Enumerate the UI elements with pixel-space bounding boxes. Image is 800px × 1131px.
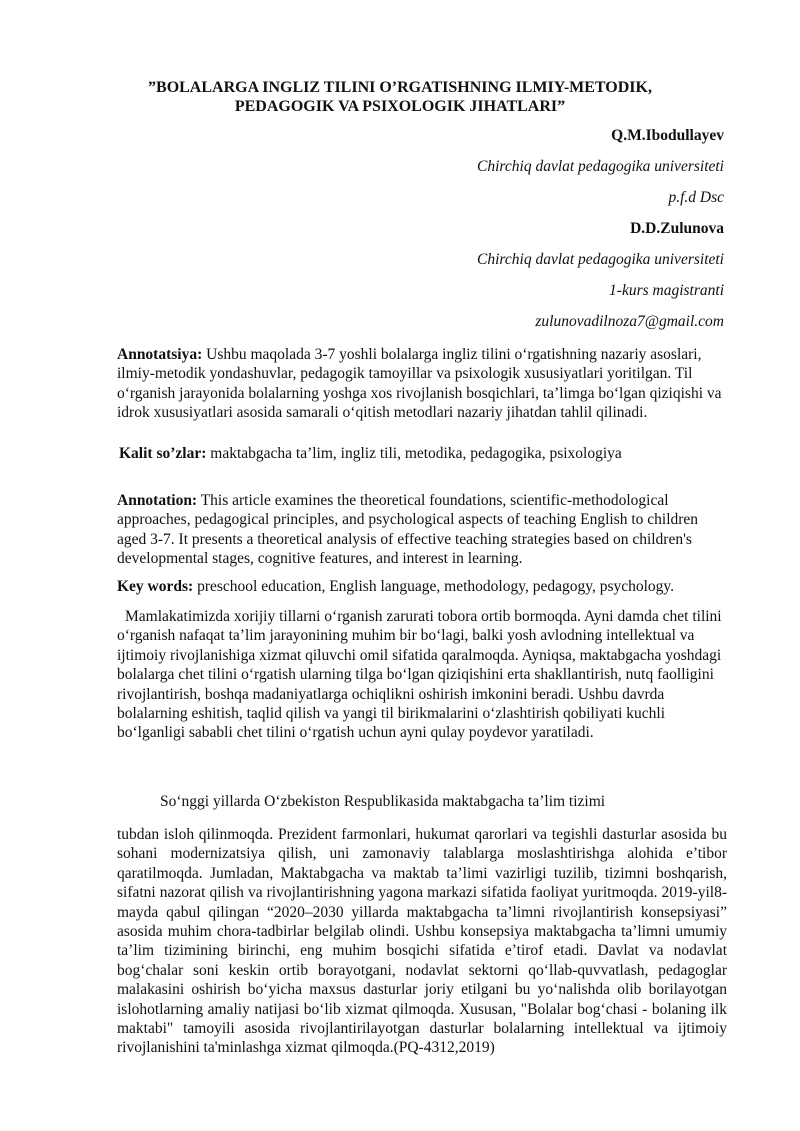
body-paragraph-2-first-line: So‘nggi yillarda O‘zbekiston Respublikasida maktabgacha ta’lim tizimi <box>160 793 606 810</box>
annotatsiya-text: Ushbu maqolada 3-7 yoshli bolalarga ingliz tilini o‘rgatishning nazariy asoslari, ilmiy-metodik yondashuvlar, pedagogik tamoyillar va psixologik xususiyatlari yoritilgan. Til o‘rganish jarayonida bolalarning yoshga xos rivojlanish bosqichlari, ta’limga bo‘lgan qiziqishi va idrok xususiyatlari asosida samarali o‘qitish metodlari nazariy jihatdan tahlil qilinadi. <box>117 346 722 422</box>
author2-name: D.D.Zulunova <box>630 220 724 237</box>
annotation-paragraph <box>117 491 727 569</box>
annotation-text: This article examines the theoretical foundations, scientific-methodological approaches, pedagogical principles, and psychological aspects of teaching English to children aged 3-7. It presents a theoretical analysis of effective teaching strategies based on children's developmental stages, cognitive features, and interest in learning. <box>117 492 699 568</box>
body-paragraph-2-continued: tubdan isloh qilinmoqda. Prezident farmonlari, hukumat qarorlari va tegishli dasturlar asosida bu sohani modernizatsiya qilish, uni zamonaviy talablarga moslashtirishga alohida e’tibor qaratilmoqda. Jumladan, Maktabgacha va maktab ta’limi vazirligi tuzilib, tizimni boshqarish, sifatni nazorat qilish va rivojlantirishning yagona markazi sifatida faoliyat yuritmoqda. 2019-yil8-mayda qabul qilingan “2020–2030 yillarda maktabgacha ta’limni rivojlantirish konsepsiyasi” asosida muhim chora-tadbirlar belgilab olindi. Ushbu konsepsiya maktabgacha ta’limni umumiy ta’lim tizimining birinchi, eng muhim bosqichi sifatida e’tirof etadi. Davlat va nodavlat bog‘chalar soni keskin ortib borayotgani, nodavlat sektorni qo‘llab-quvvatlash, pedagoglar malakasini oshirish bo‘yicha maxsus dasturlar joriy etilgani bu yo‘nalishda olib borilayotgan islohotlarning amaliy natijasi bo‘lib xizmat qilmoqda. Xususan, "Bolalar bog‘chasi - bolaning ilk maktabi" tamoyili asosida rivojlantirilayotgan dasturlar bolalarning intellektual va ijtimoiy rivojlanishini ta'minlashga xizmat qilmoqda.(PQ-4312,2019) <box>117 826 727 1057</box>
author2-email: zulunovadilnoza7@gmail.com <box>535 313 724 330</box>
keywords-text: preschool education, English language, methodology, pedagogy, psychology. <box>193 578 675 595</box>
author2-university: Chirchiq davlat pedagogika universiteti <box>477 251 724 268</box>
article-title <box>60 78 740 116</box>
keywords-label: Key words: <box>117 578 194 595</box>
body-paragraph-1: Mamlakatimizda xorijiy tillarni o‘rganish zarurati tobora ortib bormoqda. Ayni damda chet tilini o‘rganish nafaqat ta’lim jarayonining muhim bir bo‘lagi, balki yosh avlodning intellektual va ijtimoiy rivojlanishiga xizmat qiluvchi omil sifatida qaralmoqda. Ayniqsa, maktabgacha yoshdagi bolalarga chet tilini o‘rgatish ularning tilga bo‘lgan qiziqishini erta shakllantirish, nutq faolligini rivojlantirish, boshqa madaniyatlarga ochiqlikni oshirish imkonini beradi. Ushbu davrda bolalarning eshitish, taqlid qilish va yangi til birikmalarini o‘zlashtirish qobiliyati kuchli bo‘lganligi sababli chet tilini o‘rgatish uchun ayni qulay poydevor yaratiladi. <box>117 608 722 742</box>
author1-university: Chirchiq davlat pedagogika universiteti <box>477 158 724 175</box>
title-line-2: PEDAGOGIK VA PSIXOLOGIK JIHATLARI” <box>234 98 566 115</box>
title-line-1: ”BOLALARGA INGLIZ TILINI O’RGATISHNING ILMIY-METODIK, <box>148 79 652 96</box>
annotation-label: Annotation: <box>117 492 198 509</box>
annotatsiya-paragraph <box>117 345 727 423</box>
author1-name: Q.M.Ibodullayev <box>611 127 724 144</box>
annotatsiya-label: Annotatsiya: <box>117 346 203 363</box>
author1-degree: p.f.d Dsc <box>668 189 724 206</box>
keywords-paragraph <box>117 577 727 596</box>
kalit-sozlar-label: Kalit so’zlar: <box>119 445 207 462</box>
kalit-sozlar-text: maktabgacha ta’lim, ingliz tili, metodika, pedagogika, psixologiya <box>206 445 622 462</box>
kalit-sozlar-paragraph <box>119 444 729 463</box>
author2-status: 1-kurs magistranti <box>609 282 724 299</box>
